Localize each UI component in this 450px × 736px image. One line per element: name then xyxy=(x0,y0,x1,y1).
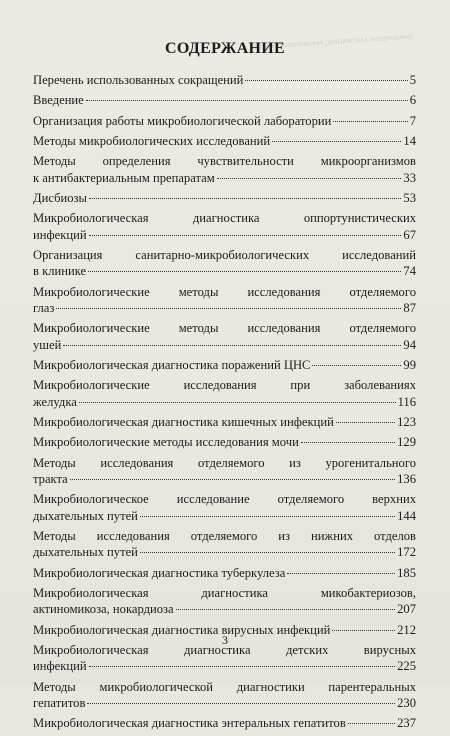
toc-page-number: 129 xyxy=(397,435,416,450)
toc-entry xyxy=(33,679,416,712)
dot-leader xyxy=(63,345,401,346)
toc-entry-title-line: Перечень использованных сокращений xyxy=(33,73,244,87)
toc-entry-last-line xyxy=(33,263,416,279)
toc-entry xyxy=(33,377,416,410)
dot-leader xyxy=(332,630,395,631)
toc-entry-title-line: инфекций xyxy=(33,659,87,674)
toc-entry-last-line xyxy=(33,565,416,581)
toc-page-number: 74 xyxy=(403,264,416,279)
toc-page-number: 225 xyxy=(397,659,416,674)
toc-entry-title-line: Методы микробиологических исследований xyxy=(33,133,271,148)
toc-entry-last-line xyxy=(33,227,416,243)
toc-page-number: 5 xyxy=(409,73,416,87)
toc-entry-title-line: ушей xyxy=(33,337,62,352)
toc-entry-last-line xyxy=(33,715,416,731)
toc-entry-title-line: Методы исследования отделяемого из нижних отделов xyxy=(33,529,416,543)
toc-entry-last-line xyxy=(33,508,416,524)
dot-leader xyxy=(336,422,395,423)
toc-entry-title-line: Микробиологическая диагностика микобактериозов, xyxy=(33,586,416,600)
toc-entry-title-line: гепатитов xyxy=(33,696,86,711)
toc-page-number: 33 xyxy=(403,170,416,185)
dot-leader xyxy=(287,573,395,574)
toc-entry-title-line: Методы микробиологической диагностики парентеральных xyxy=(33,679,416,694)
toc-entry xyxy=(33,585,416,618)
toc-page-number: 99 xyxy=(403,358,416,372)
toc-entry-title-line: Методы определения чувствительности микроорганизмов xyxy=(33,154,416,169)
toc-entry-title-line: Микробиологическая диагностика оппортунистических xyxy=(33,211,416,226)
toc-entry-title-line: инфекций xyxy=(33,227,87,242)
toc-entry-last-line xyxy=(33,92,416,108)
toc-entry-title-line: Микробиологическая диагностика вирусных инфекций xyxy=(33,622,331,637)
toc-page-number: 67 xyxy=(403,227,416,242)
toc-entry-title-line: Микробиологическая диагностика туберкулеза xyxy=(33,565,286,580)
toc-page-number: 94 xyxy=(403,337,416,352)
toc-entry-title-line: Микробиологические исследования при заболеваниях xyxy=(33,378,416,393)
toc-entry-title-line: Микробиологические методы исследования мочи xyxy=(33,435,299,450)
page-number: 3 xyxy=(222,633,228,647)
dot-leader xyxy=(89,666,396,667)
dot-leader xyxy=(333,121,407,122)
page-title: СОДЕРЖАНИЕ xyxy=(164,40,286,57)
toc-entry xyxy=(33,414,416,430)
toc-entry-title-line: Микробиологическое исследование отделяемого верхних xyxy=(33,492,416,507)
dot-leader xyxy=(272,141,401,142)
toc-entry xyxy=(33,357,416,373)
toc-page-number: 230 xyxy=(397,696,416,711)
toc-entry xyxy=(33,455,416,488)
toc-entry-last-line xyxy=(33,133,416,149)
bleed-through-text: Микробиологическая диагностика энтеральных xyxy=(249,31,414,52)
toc-entry-last-line xyxy=(33,394,416,410)
toc-entry-title-line: Организация санитарно-микробиологических исследований xyxy=(33,247,416,262)
dot-leader xyxy=(89,235,402,236)
toc-page-number: 7 xyxy=(409,113,416,128)
toc-entry-last-line xyxy=(33,72,416,88)
toc-page-number: 6 xyxy=(409,93,416,108)
toc-entry-title-line: Микробиологическая диагностика детских вирусных xyxy=(33,643,416,657)
toc-page-number: 144 xyxy=(397,508,416,523)
toc-entry-title-line: Введение xyxy=(33,93,84,108)
toc-entry-title-line: Микробиологическая диагностика кишечных инфекций xyxy=(33,415,334,429)
toc-entry xyxy=(33,565,416,581)
toc-entry-title-line: к антибактериальным препаратам xyxy=(33,170,215,185)
toc-entry xyxy=(33,210,416,243)
dot-leader xyxy=(140,516,395,517)
toc-entry-title-line: Организация работы микробиологической лаборатории xyxy=(33,113,332,128)
toc-entry xyxy=(33,284,416,317)
toc-entry xyxy=(33,247,416,280)
dot-leader xyxy=(348,723,395,724)
toc-entry xyxy=(33,92,416,108)
toc-page-number: 212 xyxy=(397,622,416,637)
dot-leader xyxy=(89,198,401,199)
toc-entry-title-line: дыхательных путей xyxy=(33,508,138,523)
toc-entry-last-line xyxy=(33,190,416,206)
toc-entry-last-line xyxy=(33,601,416,617)
toc-entry-last-line xyxy=(33,113,416,129)
toc-entry-last-line xyxy=(33,471,416,487)
dot-leader xyxy=(245,80,407,81)
toc-page-number: 172 xyxy=(397,545,416,560)
toc-entry-title-line: актиномикоза, нокардиоза xyxy=(33,602,174,617)
toc-entry-title-line: Дисбиозы xyxy=(33,190,87,205)
toc-page-number: 123 xyxy=(397,415,416,429)
dot-leader xyxy=(301,442,395,443)
toc-entry-last-line xyxy=(33,170,416,186)
toc-entry xyxy=(33,715,416,731)
dot-leader xyxy=(86,100,408,101)
toc-entry-last-line xyxy=(33,544,416,560)
dot-leader xyxy=(140,552,395,553)
dot-leader xyxy=(217,178,402,179)
dot-leader xyxy=(56,308,401,309)
toc-page-number: 87 xyxy=(403,301,416,315)
toc-entry-last-line xyxy=(33,300,416,316)
dot-leader xyxy=(176,609,395,610)
toc-entry-title-line: в клинике xyxy=(33,264,87,279)
toc-entry-last-line xyxy=(33,658,416,674)
toc-entry xyxy=(33,133,416,149)
toc-entry-title-line: Микробиологические методы исследования отделяемого xyxy=(33,284,416,299)
toc-entry-last-line xyxy=(33,337,416,353)
toc-entry-title-line: тракта xyxy=(33,472,68,486)
toc-page-number: 116 xyxy=(397,394,416,409)
dot-leader xyxy=(70,479,395,480)
dot-leader xyxy=(312,365,401,366)
toc-entry-title-line: дыхательных путей xyxy=(33,545,138,560)
toc-entry xyxy=(33,491,416,524)
dot-leader xyxy=(87,703,395,704)
dot-leader xyxy=(79,402,396,403)
toc-page-number: 53 xyxy=(403,190,416,205)
toc-entry-title-line: Методы исследования отделяемого из урогенитального xyxy=(33,455,416,470)
toc-entry-last-line xyxy=(33,414,416,430)
toc-page-number: 207 xyxy=(397,602,416,617)
toc-entry xyxy=(33,528,416,561)
toc-page-number: 14 xyxy=(403,133,416,148)
toc-entry-title-line: желудка xyxy=(33,394,77,409)
toc-entry xyxy=(33,190,416,206)
toc-entry-title-line: глаз xyxy=(33,301,55,315)
toc-page-number: 185 xyxy=(397,565,416,580)
toc-page-number: 237 xyxy=(397,716,416,731)
toc-page-number: 136 xyxy=(397,472,416,486)
toc-entry xyxy=(33,72,416,88)
toc-entry-last-line xyxy=(33,357,416,373)
dot-leader xyxy=(88,271,401,272)
toc-entry-title-line: Микробиологические методы исследования отделяемого xyxy=(33,321,416,336)
toc-entry xyxy=(33,434,416,450)
toc-entry xyxy=(33,153,416,186)
toc-entry-title-line: Микробиологическая диагностика поражений ЦНС xyxy=(33,358,311,372)
toc-entry xyxy=(33,320,416,353)
toc-entry-last-line xyxy=(33,434,416,450)
toc-entry xyxy=(33,113,416,129)
toc-entry-title-line: Микробиологическая диагностика энтеральных гепатитов xyxy=(33,716,346,731)
toc-entry-last-line xyxy=(33,695,416,711)
